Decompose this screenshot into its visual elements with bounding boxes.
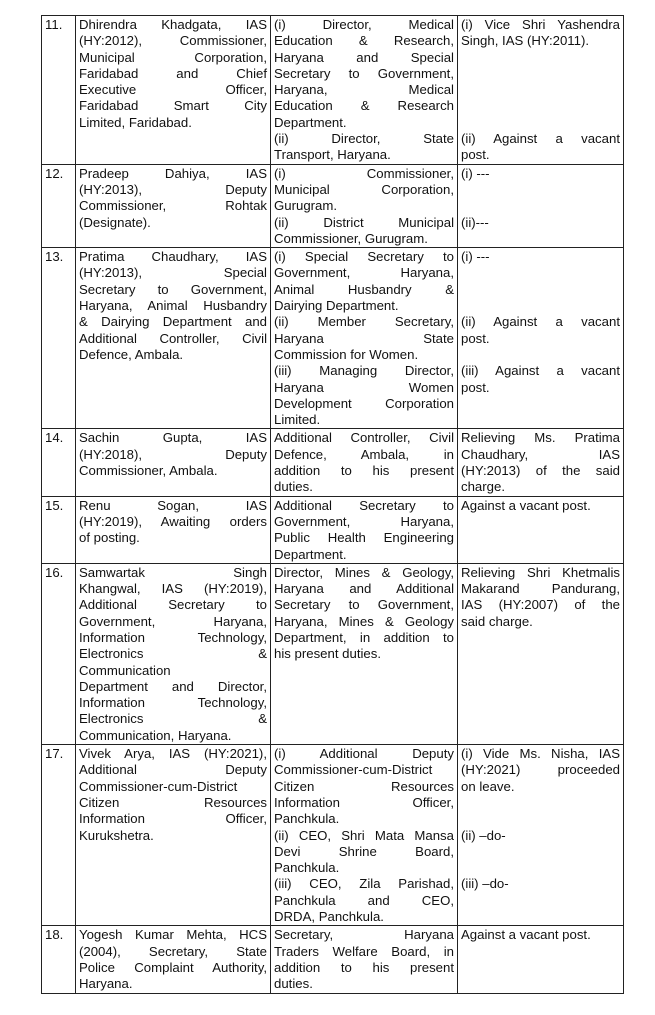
vice-line: Relieving Shri Khetmalis [461,564,620,580]
officer-line: (HY:2013), Deputy [79,181,267,197]
posting-line: his present duties. [274,646,382,662]
table-row [42,745,624,926]
blank-line [461,298,620,314]
posting-line: Panchkula. [274,811,340,827]
blank-line [461,198,620,214]
posting-line: (ii) Member Secretary, [274,314,454,330]
officer-name-cell [76,164,271,247]
posting-line: Secretary to Government, [274,65,454,81]
posting-cell [271,16,458,165]
officer-name-cell [76,926,271,993]
officer-line: Communication [79,662,171,678]
posting-line: Dairying Department. [274,298,399,314]
vice-line: on leave. [461,778,515,794]
serial-number: 16. [42,563,76,744]
officer-line: Haryana, Animal Husbandry [79,298,267,314]
posting-line: (i) Special Secretary to [274,249,454,265]
table-row [42,496,624,563]
postings-table-body [42,16,624,994]
officer-line: Defence, Ambala. [79,346,184,362]
posting-line: Panchkula and CEO, [274,892,454,908]
vice-line: (iii) –do- [461,876,509,892]
vice-line: (iii) Against a vacant [461,363,620,379]
officer-line: Information Technology, [79,695,267,711]
blank-line [461,347,620,363]
vice-line: Makarand Pandurang, [461,581,620,597]
officer-line: Samwartak Singh [79,564,267,580]
officer-line: Additional Deputy [79,762,267,778]
vice-cell [458,248,624,429]
vice-cell [458,16,624,165]
blank-line [461,844,620,860]
officer-line: (HY:2013), Special [79,265,267,281]
posting-line: Panchkula. [274,860,340,876]
posting-line: (ii) District Municipal [274,214,454,230]
posting-line: (i) Additional Deputy [274,746,454,762]
vice-line: (i) --- [461,249,490,265]
officer-name-cell [76,16,271,165]
posting-line: (iii) CEO, Zila Parishad, [274,876,454,892]
officer-line: Additional Secretary to [79,597,267,613]
officer-line: Municipal Corporation, [79,49,267,65]
blank-line [461,860,620,876]
vice-line: (i) Vide Ms. Nisha, IAS [461,746,620,762]
posting-line: DRDA, Panchkula. [274,909,384,925]
posting-cell [271,745,458,926]
vice-cell [458,926,624,993]
officer-line: (Designate). [79,214,151,230]
officer-line: Police Complaint Authority, [79,959,267,975]
posting-line: Limited. [274,412,321,428]
vice-line: (HY:2021) proceeded [461,762,620,778]
table-row [42,926,624,993]
posting-cell [271,496,458,563]
posting-cell [271,248,458,429]
officer-line: & Dairying Department and [79,314,267,330]
posting-line: Haryana and Special [274,49,454,65]
blank-line [461,182,620,198]
posting-line: (ii) Director, State [274,131,454,147]
posting-line: Additional Controller, Civil [274,430,454,446]
posting-line: Department. [274,546,347,562]
officer-line: Communication, Haryana. [79,727,232,743]
officer-name-cell [76,429,271,496]
vice-cell [458,563,624,744]
officer-line: Faridabad Smart City [79,98,267,114]
blank-line [461,282,620,298]
posting-line: Citizen Resources [274,778,454,794]
officer-line: Department and Director, [79,678,267,694]
vice-line: IAS (HY:2007) of the [461,597,620,613]
officer-line: Commissioner-cum-District [79,778,238,794]
officer-line: Pratima Chaudhary, IAS [79,249,267,265]
vice-line: said charge. [461,613,533,629]
officer-line: (HY:2012), Commissioner, [79,33,267,49]
vice-line: (ii)--- [461,214,489,230]
posting-line: Government, Haryana, [274,513,454,529]
posting-line: duties. [274,976,313,992]
posting-line: Commissioner, Gurugram. [274,230,428,246]
posting-line: Haryana State [274,330,454,346]
blank-line [461,265,620,281]
officer-line: (HY:2018), Deputy [79,446,267,462]
officer-line: of posting. [79,530,140,546]
officer-line: Secretary to Government, [79,281,267,297]
vice-line: post. [461,379,490,395]
officer-line: Renu Sogan, IAS [79,497,267,513]
posting-line: Government, Haryana, [274,265,454,281]
officer-name-cell [76,563,271,744]
serial-number: 11. [42,16,76,165]
officer-line: Pradeep Dahiya, IAS [79,165,267,181]
officer-name-cell [76,745,271,926]
officer-line: Information Officer, [79,811,267,827]
blank-line [461,82,620,98]
posting-line: Transport, Haryana. [274,147,391,163]
vice-line: post. [461,330,490,346]
serial-number: 15. [42,496,76,563]
posting-line: Haryana, Mines & Geology [274,613,454,629]
officer-line: Executive Officer, [79,82,267,98]
posting-line: Secretary, Haryana [274,927,454,943]
posting-line: Education & Research [274,98,454,114]
officer-line: Limited, Faridabad. [79,114,192,130]
blank-line [461,66,620,82]
vice-cell [458,429,624,496]
posting-line: Haryana and Additional [274,581,454,597]
officer-line: Dhirendra Khadgata, IAS [79,17,267,32]
blank-line [461,98,620,114]
officer-line: (HY:2019), Awaiting orders [79,513,267,529]
posting-cell [271,926,458,993]
blank-line [461,811,620,827]
vice-cell [458,164,624,247]
posting-line: Gurugram. [274,198,338,214]
posting-line: (i) Director, Medical [274,17,454,32]
posting-line: Director, Mines & Geology, [274,564,454,580]
posting-cell [271,429,458,496]
table-row [42,429,624,496]
posting-line: (i) Commissioner, [274,165,454,181]
posting-line: duties. [274,479,313,495]
vice-line: Relieving Ms. Pratima [461,430,620,446]
vice-line: Against a vacant post. [461,927,591,943]
posting-line: addition to his present [274,463,454,479]
serial-number: 13. [42,248,76,429]
table-row [42,164,624,247]
posting-line: (ii) CEO, Shri Mata Mansa [274,827,454,843]
vice-line: (HY:2013) of the said [461,463,620,479]
posting-line: addition to his present [274,959,454,975]
table-row [42,248,624,429]
posting-line: Public Health Engineering [274,530,454,546]
officer-line: (2004), Secretary, State [79,943,267,959]
vice-line: post. [461,147,490,163]
posting-line: Municipal Corporation, [274,181,454,197]
posting-line: Commissioner-cum-District [274,762,433,778]
vice-line: (i) --- [461,165,490,181]
posting-line: Information Officer, [274,794,454,810]
serial-number: 17. [42,745,76,926]
vice-line: Chaudhary, IAS [461,446,620,462]
officer-line: Vivek Arya, IAS (HY:2021), [79,746,267,762]
vice-line: (ii) Against a vacant [461,314,620,330]
vice-line: (ii) –do- [461,827,506,843]
officer-line: Information Technology, [79,629,267,645]
table-row [42,16,624,165]
officer-name-cell [76,248,271,429]
blank-line [461,795,620,811]
posting-line: Additional Secretary to [274,497,454,513]
blank-line [461,50,620,66]
officer-line: Kurukshetra. [79,827,154,843]
posting-line: Education & Research, [274,33,454,49]
blank-line [461,115,620,131]
posting-line: Department. [274,114,347,130]
officer-line: Faridabad and Chief [79,65,267,81]
officer-line: Citizen Resources [79,794,267,810]
officer-line: Government, Haryana, [79,613,267,629]
posting-line: Defence, Ambala, in [274,446,454,462]
posting-line: Haryana, Medical [274,82,454,98]
posting-cell [271,563,458,744]
vice-cell [458,496,624,563]
posting-line: Commission for Women. [274,346,419,362]
vice-line: (ii) Against a vacant [461,131,620,147]
vice-line: (i) Vice Shri Yashendra [461,17,620,32]
serial-number: 18. [42,926,76,993]
officer-line: Commissioner, Rohtak [79,198,267,214]
posting-line: Department, in addition to [274,629,454,645]
posting-line: Haryana Women [274,379,454,395]
vice-line: Against a vacant post. [461,497,591,513]
officer-line: Sachin Gupta, IAS [79,430,267,446]
officer-line: Yogesh Kumar Mehta, HCS [79,927,267,943]
posting-line: (iii) Managing Director, [274,363,454,379]
posting-line: Animal Husbandry & [274,281,454,297]
officer-line: Khangwal, IAS (HY:2019), [79,581,267,597]
vice-line: charge. [461,479,505,495]
serial-number: 14. [42,429,76,496]
vice-cell [458,745,624,926]
table-row [42,563,624,744]
posting-line: Development Corporation [274,395,454,411]
serial-number: 12. [42,164,76,247]
postings-table [41,15,624,994]
posting-line: Devi Shrine Board, [274,843,454,859]
posting-cell [271,164,458,247]
officer-line: Additional Controller, Civil [79,330,267,346]
officer-line: Electronics & [79,646,267,662]
posting-line: Traders Welfare Board, in [274,943,454,959]
officer-line: Haryana. [79,976,133,992]
posting-line: Secretary to Government, [274,597,454,613]
officer-line: Commissioner, Ambala. [79,463,218,479]
officer-line: Electronics & [79,711,267,727]
officer-name-cell [76,496,271,563]
vice-line: Singh, IAS (HY:2011). [461,33,590,49]
